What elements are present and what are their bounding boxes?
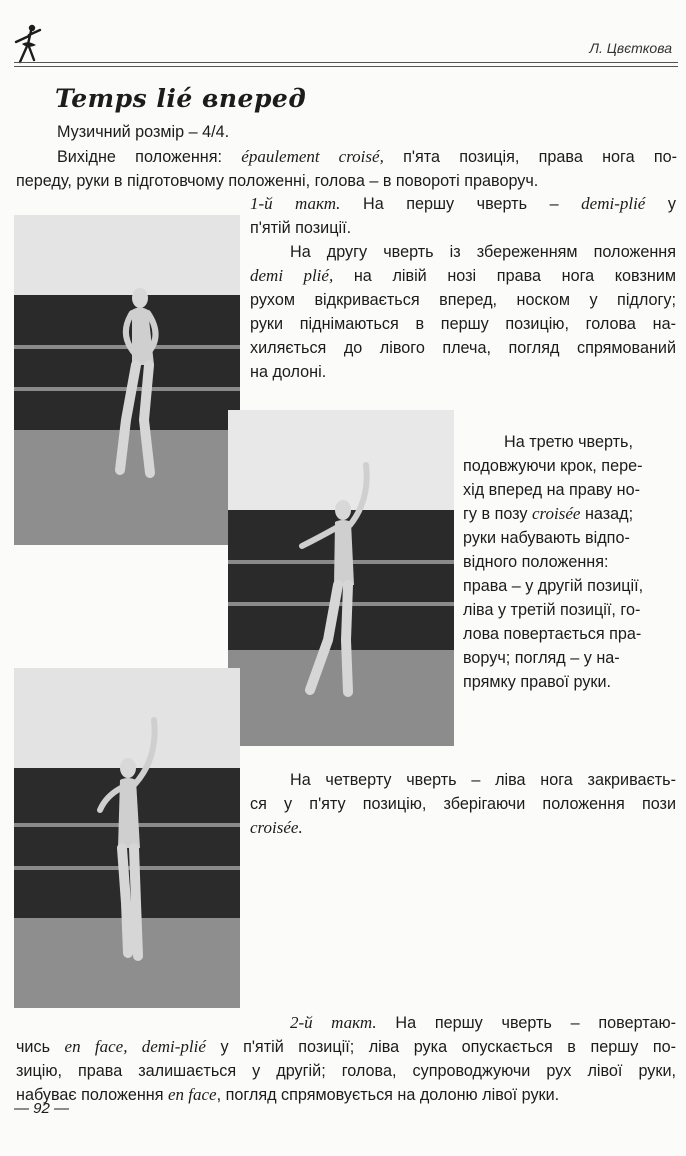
section-title: Temps lié вперед bbox=[55, 84, 307, 113]
third-line-7: права – у другій позиції, bbox=[463, 577, 644, 595]
fourth-line-2: ся у п'яту позицію, зберігаючи положення пози bbox=[250, 795, 676, 813]
fourth-line-3: croisée. bbox=[250, 818, 303, 837]
third-line-2: подовжуючи крок, пере- bbox=[463, 457, 643, 475]
photo-croisee-back bbox=[228, 410, 454, 746]
third-line-4: гу в позу croisée назад; bbox=[463, 504, 634, 523]
bar1-line-1: 1-й такт. На першу чверть – demi-plié у bbox=[250, 194, 677, 213]
bar1-line-2: п'ятій позиції. bbox=[250, 219, 352, 237]
fourth-line-1: На четверту чверть – ліва нога закриваєть- bbox=[290, 771, 676, 789]
header-rule-bottom bbox=[14, 66, 678, 67]
bar2-line-4: набуває положення en face, погляд спрямовується на долоню лівої руки. bbox=[16, 1085, 560, 1104]
header-rule-top bbox=[14, 62, 678, 63]
bar1-line-8: на долоні. bbox=[250, 363, 327, 381]
start-position-line-2: переду, руки в підготовчому положенні, голова – в повороті праворуч. bbox=[16, 172, 539, 190]
photo-fifth-position-croisee bbox=[14, 668, 240, 1008]
bar1-line-3: На другу чверть із збереженням положення bbox=[290, 243, 676, 261]
page-number: — 92 — bbox=[14, 1100, 70, 1117]
bar2-line-3: зицію, права залишається у другій; голова, супроводжуючи рух лівої руки, bbox=[16, 1062, 676, 1080]
third-line-5: руки набувають відпо- bbox=[463, 529, 630, 547]
bar1-line-4: demi plié, на лівій нозі права нога ковзним bbox=[250, 266, 677, 285]
bar1-line-6: руки піднімаються в першу позицію, голова на- bbox=[250, 315, 676, 333]
third-line-11: прямку правої руки. bbox=[463, 673, 612, 691]
third-line-6: відного положення: bbox=[463, 553, 609, 571]
third-line-1: На третю чверть, bbox=[504, 433, 633, 451]
bar2-line-2: чись en face, demi-plié у п'ятій позиції; ліва рука опускається в першу по- bbox=[16, 1037, 676, 1056]
running-header-author: Л. Цвєткова bbox=[589, 40, 672, 56]
third-line-8: ліва у третій позиції, го- bbox=[463, 601, 641, 619]
music-size: Музичний розмір – 4/4. bbox=[57, 123, 230, 141]
bar2-line-1: 2-й такт. На першу чверть – повертаю- bbox=[290, 1013, 677, 1032]
third-line-3: хід вперед на праву но- bbox=[463, 481, 640, 499]
start-position-line-1: Вихідне положення: épaulement croisé, п'ята позиція, права нога по- bbox=[57, 147, 678, 166]
bar1-line-5: рухом відкривається вперед, носком у підлогу; bbox=[250, 291, 676, 309]
photo-demi-plie bbox=[14, 215, 240, 545]
third-line-10: воруч; погляд – у на- bbox=[463, 649, 620, 667]
third-line-9: лова повертається пра- bbox=[463, 625, 642, 643]
bar1-line-7: хиляється до лівого плеча, погляд спрямований bbox=[250, 339, 676, 357]
